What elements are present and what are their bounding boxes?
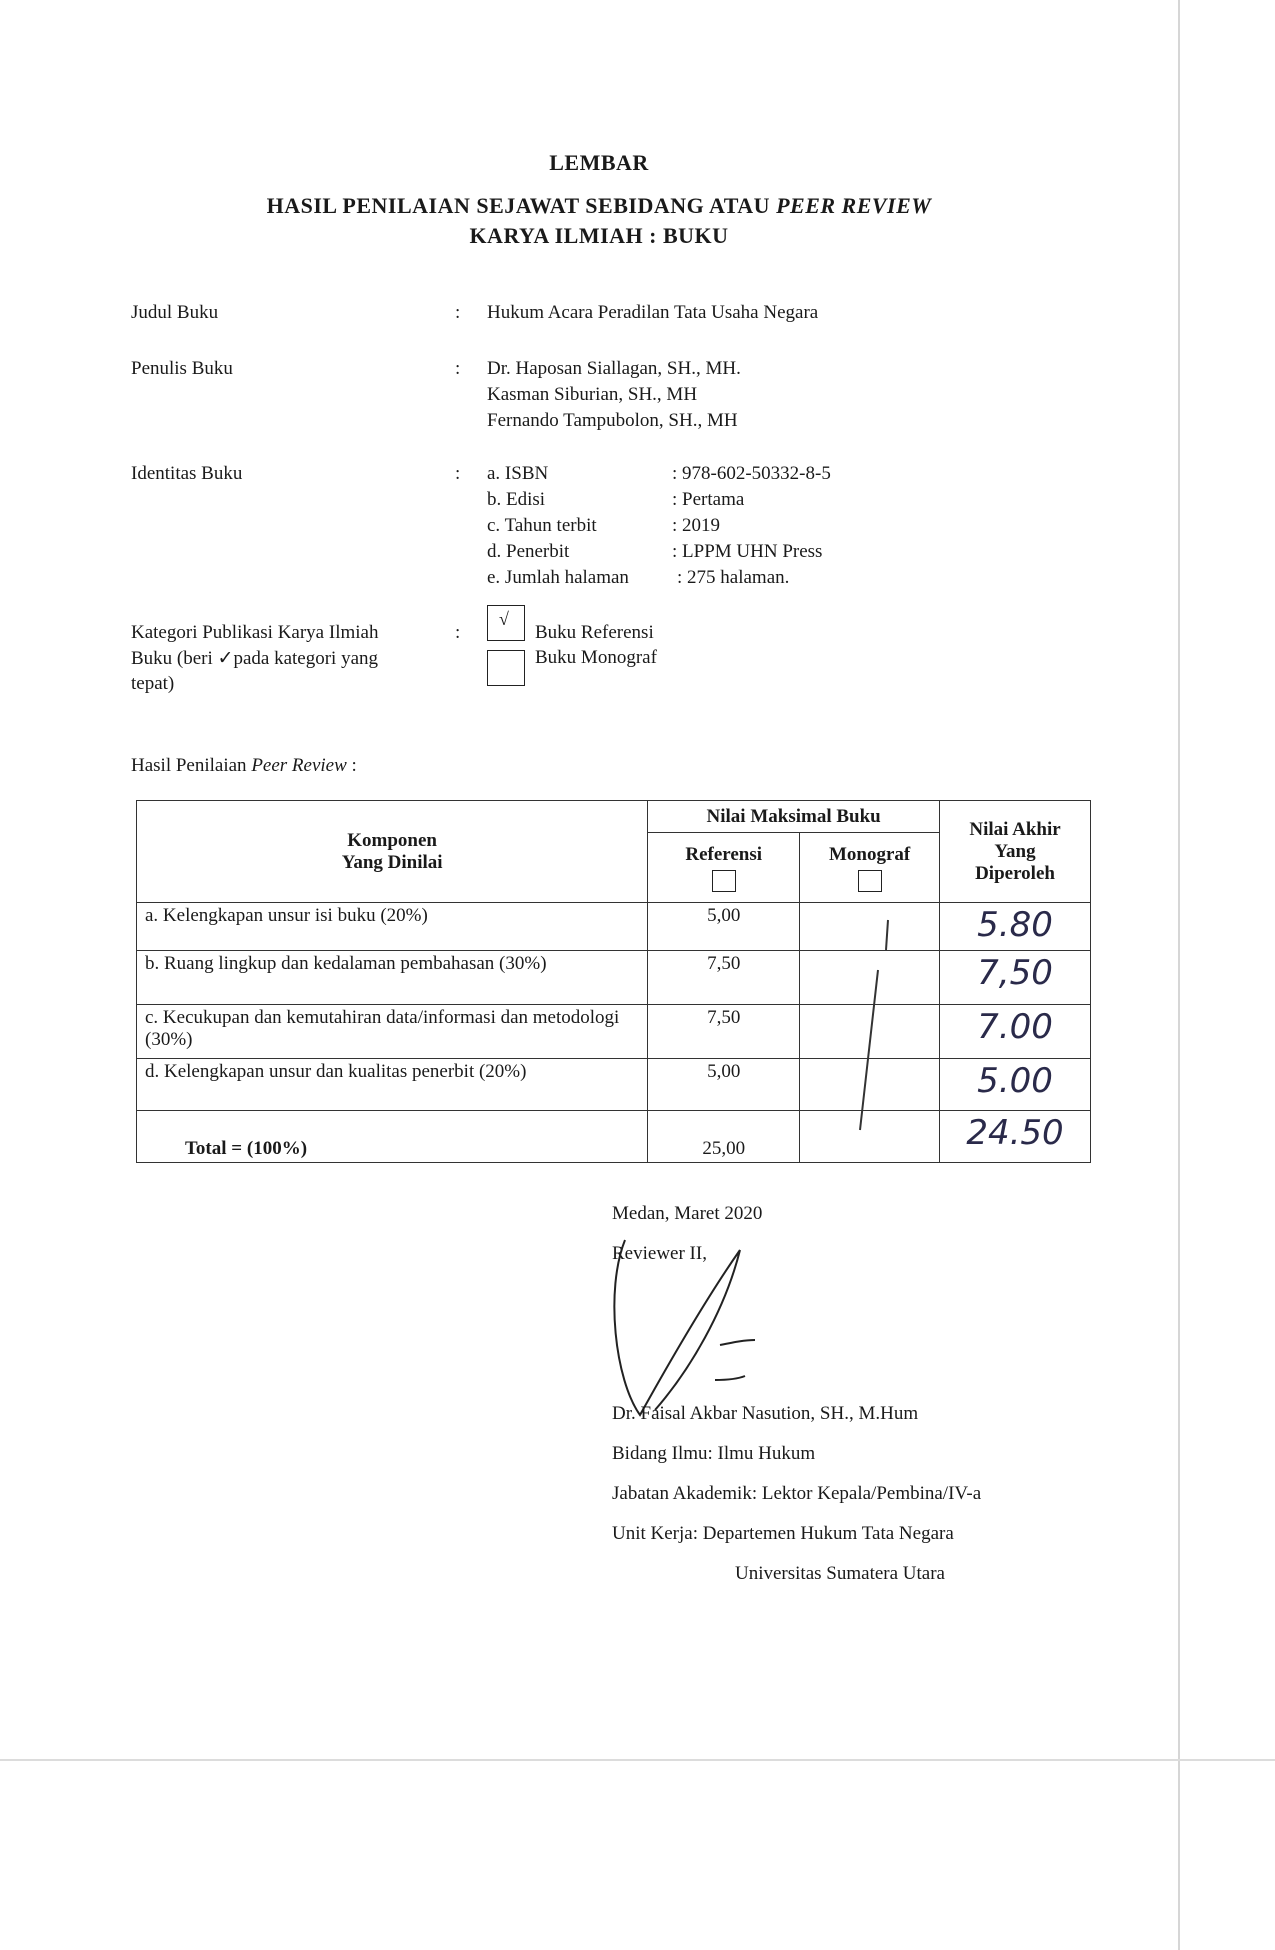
signature-place-date: Medan, Maret 2020: [612, 1203, 763, 1224]
checkbox-referensi[interactable]: [487, 605, 525, 641]
scan-edge-right: [1178, 0, 1180, 1950]
penulis-label: Penulis Buku: [131, 358, 233, 379]
kategori-colon: :: [455, 622, 461, 643]
total-referensi: 25,00: [648, 1111, 800, 1163]
identitas-key-edisi: b. Edisi: [487, 489, 546, 510]
judul-value: Hukum Acara Peradilan Tata Usaha Negara: [487, 302, 819, 323]
row-d-referensi: 5,00: [648, 1059, 800, 1111]
identitas-val-isbn: : 978-602-50332-8-5: [672, 463, 831, 484]
row-d-komponen: d. Kelengkapan unsur dan kualitas penerbit (20%): [137, 1059, 648, 1111]
row-b-referensi: 7,50: [648, 951, 800, 1005]
signature-jabatan: Jabatan Akademik: Lektor Kepala/Pembina/IV-a: [612, 1483, 982, 1504]
header-komponen-1: Komponen: [347, 829, 437, 851]
title-karya: KARYA ILMIAH : BUKU: [469, 223, 729, 248]
header-monograf-label: Monograf: [828, 843, 911, 865]
signature-bidang: Bidang Ilmu: Ilmu Hukum: [612, 1443, 816, 1464]
header-nilai-maksimal: Nilai Maksimal Buku: [648, 801, 940, 833]
monograf-strike-line: [800, 910, 940, 1140]
table-row-total: [137, 1111, 1091, 1163]
identitas-key-tahun: c. Tahun terbit: [487, 515, 597, 536]
option-referensi-label: Buku Referensi: [535, 622, 654, 643]
signature-role: Reviewer II,: [612, 1243, 707, 1264]
total-akhir: 24.50: [940, 1111, 1091, 1163]
row-b-akhir: 7,50: [940, 951, 1091, 1005]
row-d-akhir: 5.00: [940, 1059, 1091, 1111]
referensi-box[interactable]: [712, 870, 736, 892]
signature-name: Dr. Faisal Akbar Nasution, SH., M.Hum: [612, 1403, 919, 1424]
table-row: [137, 1005, 1091, 1059]
scan-edge-bottom: [0, 1759, 1275, 1761]
kategori-label-2: Buku (beri ✓pada kategori yang: [131, 648, 379, 669]
penulis-colon: :: [455, 358, 461, 379]
title-lembar: LEMBAR: [549, 150, 649, 175]
hasil-label: [131, 755, 357, 777]
signature-unit: Unit Kerja: Departemen Hukum Tata Negara: [612, 1523, 954, 1544]
judul-label: Judul Buku: [131, 302, 219, 323]
identitas-key-isbn: a. ISBN: [487, 463, 549, 484]
identitas-val-tahun: : 2019: [672, 515, 721, 536]
row-a-referensi: 5,00: [648, 903, 800, 951]
penulis-name-3: Fernando Tampubolon, SH., MH: [487, 410, 738, 431]
header-referensi: [648, 833, 800, 903]
signature-unit-2: Universitas Sumatera Utara: [735, 1563, 945, 1584]
monograf-box[interactable]: [858, 870, 882, 892]
table-row: [137, 951, 1091, 1005]
header-referensi-label: Referensi: [685, 843, 763, 865]
header-akhir-1: Nilai Akhir: [969, 818, 1061, 840]
identitas-key-penerbit: d. Penerbit: [487, 541, 570, 562]
table-row: [137, 903, 1091, 951]
identitas-val-halaman: : 275 halaman.: [677, 567, 790, 588]
table-row: [137, 1059, 1091, 1111]
identitas-label: Identitas Buku: [131, 463, 243, 484]
row-c-akhir: 7.00: [940, 1005, 1091, 1059]
header-akhir-3: Diperoleh: [975, 862, 1055, 884]
hasil-label-italic: Peer Review: [251, 755, 347, 776]
title-peer-review: PEER REVIEW: [776, 193, 932, 218]
judul-colon: :: [455, 302, 461, 323]
identitas-val-edisi: : Pertama: [672, 489, 745, 510]
header-akhir-2: Yang: [994, 840, 1036, 862]
identitas-colon: :: [455, 463, 461, 484]
penulis-name-1: Dr. Haposan Siallagan, SH., MH.: [487, 358, 741, 379]
total-label: Total = (100%): [137, 1111, 648, 1163]
penulis-name-2: Kasman Siburian, SH., MH: [487, 384, 698, 405]
hasil-label-text: Hasil Penilaian: [131, 755, 252, 776]
kategori-label-3: tepat): [131, 673, 175, 694]
title-hasil-text: HASIL PENILAIAN SEJAWAT SEBIDANG ATAU: [266, 193, 777, 218]
option-monograf-label: Buku Monograf: [535, 647, 657, 668]
check-mark: √: [499, 609, 509, 629]
kategori-label-1: Kategori Publikasi Karya Ilmiah: [131, 622, 379, 643]
header-komponen: [137, 801, 648, 903]
header-komponen-2: Yang Dinilai: [341, 851, 443, 873]
penilaian-table: [136, 800, 1091, 1163]
row-c-komponen: c. Kecukupan dan kemutahiran data/informasi dan metodologi (30%): [137, 1005, 648, 1059]
header-nilai-akhir: [940, 801, 1091, 903]
header-monograf: [800, 833, 940, 903]
title-hasil: [0, 193, 1198, 219]
row-a-akhir: 5.80: [940, 903, 1091, 951]
identitas-key-halaman: e. Jumlah halaman: [487, 567, 629, 588]
row-a-komponen: a. Kelengkapan unsur isi buku (20%): [137, 903, 648, 951]
signature-scribble: [595, 1230, 795, 1420]
row-c-referensi: 7,50: [648, 1005, 800, 1059]
hasil-label-suffix: :: [346, 755, 357, 776]
row-b-komponen: b. Ruang lingkup dan kedalaman pembahasan (30%): [137, 951, 648, 1005]
checkbox-monograf[interactable]: [487, 650, 525, 686]
identitas-val-penerbit: : LPPM UHN Press: [672, 541, 823, 562]
